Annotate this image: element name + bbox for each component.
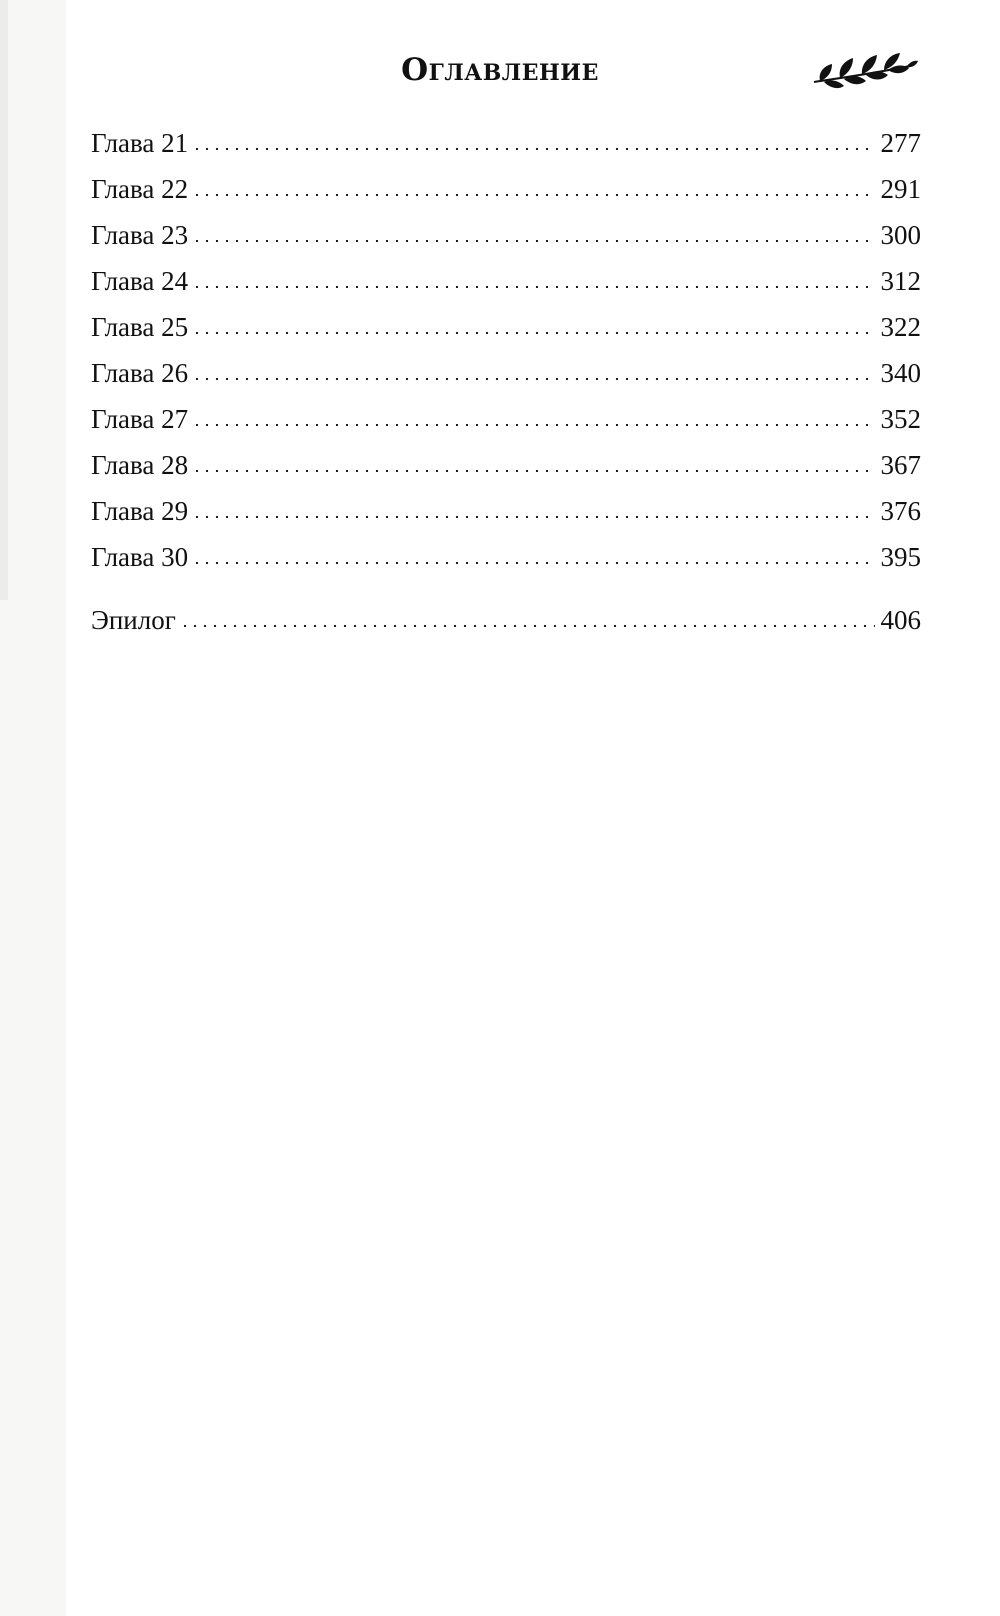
toc-entry-label: Глава 24	[91, 266, 189, 296]
toc-entry-page: 312	[880, 266, 921, 296]
toc-entry-page: 300	[880, 220, 921, 250]
toc-entry-page: 291	[880, 174, 921, 204]
toc-entry	[91, 304, 921, 350]
toc-dot-leader	[192, 332, 874, 334]
toc-entry-page: 322	[880, 312, 921, 342]
toc-dot-leader	[192, 240, 874, 242]
laurel-leaves-icon	[810, 48, 920, 94]
toc-dot-leader	[192, 194, 874, 196]
toc-entry-page: 395	[880, 542, 921, 572]
toc-entry-label: Глава 30	[91, 542, 189, 572]
toc-entry-label: Глава 26	[91, 358, 189, 388]
toc-dot-leader	[192, 562, 874, 564]
toc-entry	[91, 396, 921, 442]
page-header	[0, 44, 1000, 94]
toc-dot-leader	[192, 424, 874, 426]
toc-entry-page: 406	[880, 605, 921, 635]
table-of-contents	[91, 120, 921, 643]
toc-entry	[91, 212, 921, 258]
toc-entry	[91, 120, 921, 166]
page-edge-shadow	[0, 0, 66, 1616]
toc-dot-leader	[180, 625, 875, 627]
toc-entry	[91, 166, 921, 212]
toc-entry-page: 367	[880, 450, 921, 480]
toc-entry-page: 340	[880, 358, 921, 388]
toc-entry-page: 376	[880, 496, 921, 526]
toc-dot-leader	[192, 286, 874, 288]
toc-entry	[91, 350, 921, 396]
toc-entry	[91, 534, 921, 580]
toc-dot-leader	[192, 378, 874, 380]
toc-entry-label: Глава 25	[91, 312, 189, 342]
toc-entry-epilogue	[91, 597, 921, 643]
toc-entry	[91, 442, 921, 488]
toc-entry-label: Глава 28	[91, 450, 189, 480]
toc-dot-leader	[192, 148, 874, 150]
toc-entry-label: Глава 27	[91, 404, 189, 434]
page-title: Оглавление	[401, 52, 599, 88]
toc-entry-label: Глава 21	[91, 128, 189, 158]
toc-entry-page: 277	[880, 128, 921, 158]
toc-dot-leader	[192, 516, 874, 518]
toc-entry-page: 352	[880, 404, 921, 434]
toc-entry-label: Глава 29	[91, 496, 189, 526]
toc-entry-label: Глава 23	[91, 220, 189, 250]
toc-entry-label: Эпилог	[91, 605, 176, 635]
toc-entry	[91, 488, 921, 534]
toc-entry-label: Глава 22	[91, 174, 189, 204]
toc-entry	[91, 258, 921, 304]
toc-dot-leader	[192, 470, 874, 472]
